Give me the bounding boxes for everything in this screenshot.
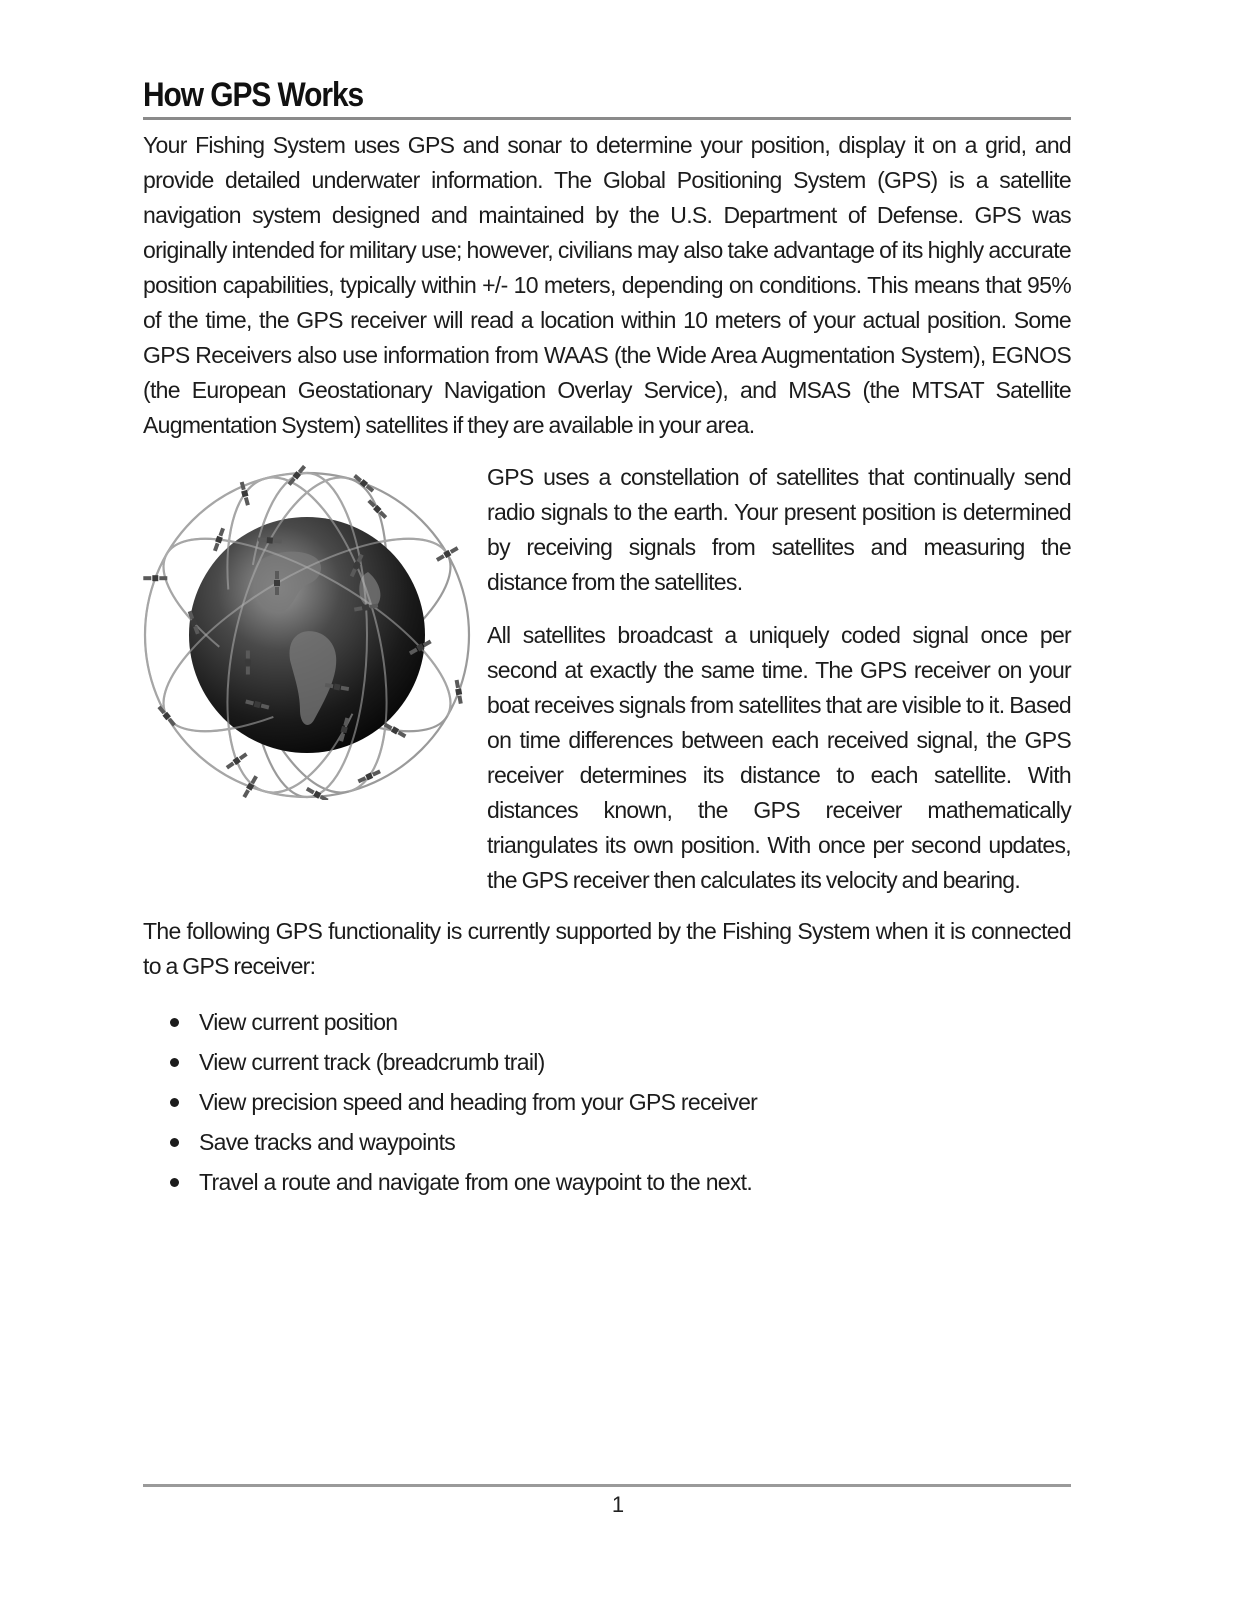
feature-list-item xyxy=(170,1122,757,1162)
bullet-icon xyxy=(170,1178,179,1187)
feature-list-item xyxy=(170,1162,757,1202)
feature-list-item xyxy=(170,1042,757,1082)
page-title: How GPS Works xyxy=(143,76,364,114)
bullet-icon xyxy=(170,1098,179,1107)
page-number: 1 xyxy=(611,1492,625,1517)
functionality-paragraph: The following GPS functionality is currently supported by the Fishing System when it is connected to a GPS receiver: xyxy=(143,918,1071,979)
feature-text: Travel a route and navigate from one waypoint to the next. xyxy=(199,1169,753,1195)
bullet-icon xyxy=(170,1018,179,1027)
right-column xyxy=(487,460,1071,898)
feature-text: Save tracks and waypoints xyxy=(199,1129,456,1155)
satellite-icon xyxy=(353,473,375,493)
feature-text: View current position xyxy=(199,1009,398,1035)
intro-paragraph: Your Fishing System uses GPS and sonar to determine your position, display it on a grid, and provide detailed underwater information. The Global Positioning System (GPS) is a satellite navigation system designed and maintained by the U.S. Department of Defense. GPS was originally intended for military use; however, civilians may also take advantage of its highly accurate position capabilities, typically within +/- 10 meters, depending on conditions. This means that 95% of the time, the GPS receiver will read a location within 10 meters of your actual position. Some GPS Receivers also use information from WAAS (the Wide Area Augmentation System), EGNOS (the European Geostationary Navigation Overlay Service), and MSAS (the MTSAT Satellite Augmentation System) satellites if they are available in your area. xyxy=(143,132,1071,438)
feature-text: View current track (breadcrumb trail) xyxy=(199,1049,545,1075)
satellite-icon xyxy=(225,752,248,771)
constellation-paragraph: GPS uses a constellation of satellites that continually send radio signals to the earth. Your present position is determined by receiving signals from satellites and measuring the distance from the satellites. xyxy=(487,464,1071,595)
gps-satellite-constellation-globe-icon xyxy=(138,462,476,800)
satellite-icon xyxy=(367,498,388,519)
footer-rule xyxy=(143,1484,1071,1487)
satellite-icon xyxy=(157,705,177,727)
feature-text: View precision speed and heading from your GPS receiver xyxy=(199,1089,758,1115)
satellite-icon xyxy=(435,545,459,562)
bullet-icon xyxy=(170,1058,179,1067)
feature-list-item xyxy=(170,1002,757,1042)
gps-constellation-illustration xyxy=(138,462,476,800)
title-underline xyxy=(143,117,1071,120)
feature-list-item xyxy=(170,1082,757,1122)
feature-list xyxy=(170,1002,757,1202)
bullet-icon xyxy=(170,1138,179,1147)
satellite-icon xyxy=(287,464,307,486)
broadcast-paragraph: All satellites broadcast a uniquely coded signal once per second at exactly the same time. The GPS receiver on your boat receives signals from satellites that are visible to it. Based on time differences between each received signal, the GPS receiver determines its distance to each satellite. With distances known, the GPS receiver mathematically triangulates its own position. With once per second updates, the GPS receiver then calculates its velocity and bearing. xyxy=(487,622,1071,893)
